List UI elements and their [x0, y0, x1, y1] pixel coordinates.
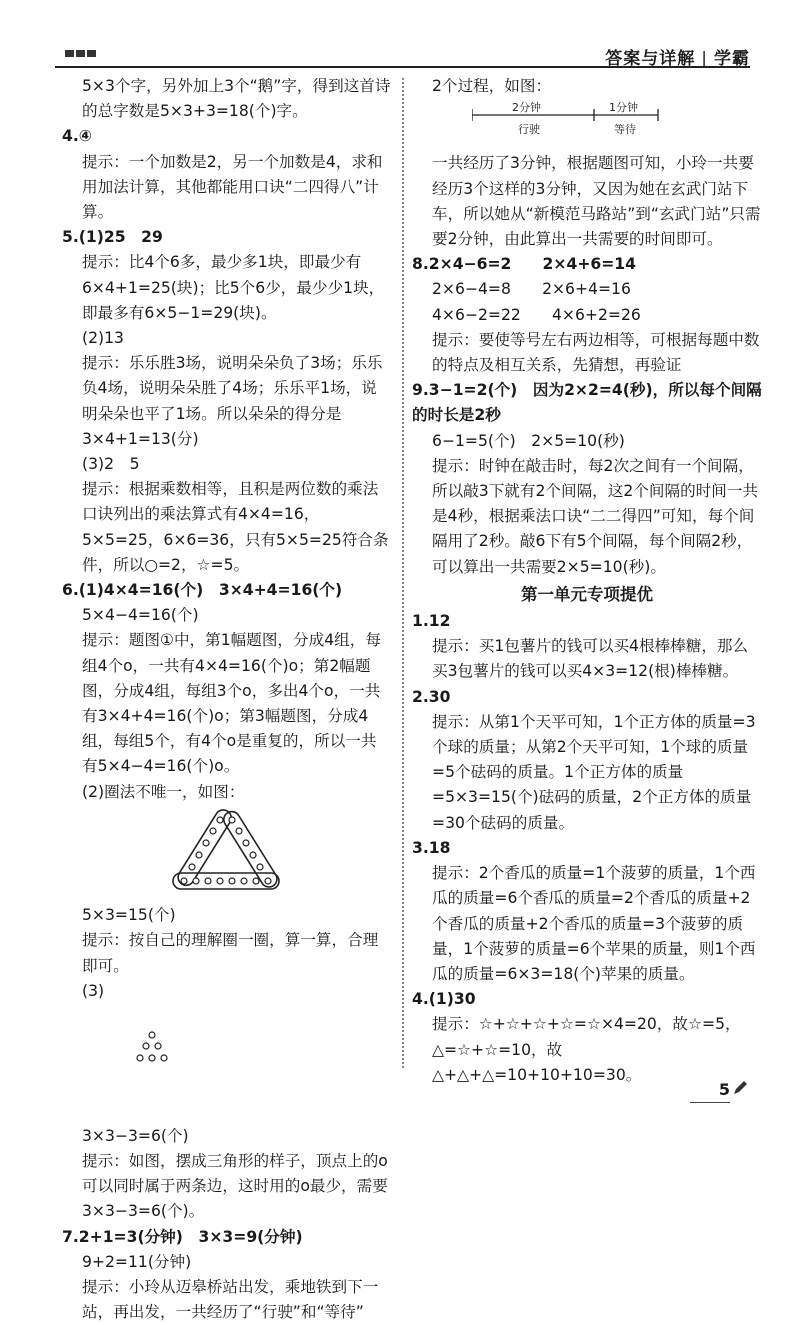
answer-text: 5×4−4=16(个) [82, 606, 199, 625]
page-number: 5 [718, 1080, 730, 1099]
hint-text: 提示：乐乐胜3场，说明朵朵负了3场；乐乐负4场，说明朵朵胜了4场；乐乐平1场，说明朵朵也平了1场。所以朵朵的得分是3×4+1=13(分) [82, 354, 383, 448]
timeline-label-travel: 行驶 [518, 123, 540, 137]
answer-text: 9+2=11(分钟) [82, 1252, 192, 1271]
answer-text: 5×3=15(个) [82, 906, 176, 925]
hint-text: 提示：买1包薯片的钱可以买4根棒棒糖，那么买3包薯片的钱可以买4×3=12(根)棒棒糖。 [432, 637, 749, 681]
page-header [55, 34, 750, 74]
answer-heading: 4.④ [62, 127, 92, 146]
hint-text: 提示：2个香瓜的质量=1个菠萝的质量，1个西瓜的质量=6个香瓜的质量=2个香瓜的质量+2个香瓜的质量+2个香瓜的质量=3个菠萝的质量，1个菠萝的质量=6个苹果的质量，则1个西瓜的质量=6×3=18(个)苹果的质量。 [432, 864, 756, 983]
hint-text: 提示：比4个6多，最少多1块，即最少有6×4+1=25(块)；比5个6少，最少少1块，即最多有6×5−1=29(块)。 [82, 253, 385, 322]
timeline-label-2min: 2分钟 [512, 101, 541, 115]
brand-separator: | [701, 49, 708, 69]
column-divider [402, 78, 404, 1068]
hint-text: 提示：如图，摆成三角形的样子，顶点上的o可以同时属于两条边，这时用的o最少，需要3×3−3=6(个)。 [82, 1151, 388, 1221]
section-title: 第一单元专项提优 [521, 584, 653, 604]
pencil-icon [732, 1080, 748, 1100]
answer-text: 3×3−3=6(个) [82, 1126, 189, 1145]
small-triangle-dots [102, 1004, 172, 1099]
answer-text: 2×6−4=8 2×6+4=16 [432, 280, 631, 299]
brand-left: 答案与详解 [605, 49, 696, 69]
hint-text: 提示：题图①中，第1幅题图，分成4组，每组4个o，一共有4×4=16(个)o；第2幅题图，分成4组，每组3个o，多出4个o，一共有3×4+4=16(个)o；第3幅题图，分成4组，每组5个，有4个o是重复的，所以一共有5×4−4=16(个)o。 [82, 631, 381, 776]
brand-right: 学霸 [714, 49, 750, 69]
left-column [62, 74, 392, 1325]
hint-text: 提示：☆+☆+☆+☆=☆×4=20，故☆=5，△=☆+☆=10，故△+△+△=10+10+10=30。 [432, 1015, 741, 1084]
hint-text: 提示：从第1个天平可知，1个正方体的质量=3个球的质量；从第2个天平可知，1个球的质量=5个砝码的质量。1个正方体的质量=5×3=15(个)砝码的质量，2个正方体的质量=30个砝码的质量。 [432, 712, 756, 832]
answer-label-text: (3) [82, 981, 105, 1000]
answer-text: (2)圈法不唯一，如图： [82, 782, 245, 801]
answer-text: 4×6−2=22 4×6+2=26 [432, 305, 641, 324]
answer-heading: 9.3−1=2(个) 因为2×2=4(秒)，所以每个间隔的时长是2秒 [412, 381, 762, 425]
answer-heading: 4.(1)30 [412, 990, 476, 1009]
answer-heading: 5.(1)25 29 [62, 228, 163, 247]
timeline-label-wait: 等待 [614, 123, 636, 137]
footer-rule [690, 1102, 730, 1103]
timeline-label-1min: 1分钟 [609, 101, 638, 115]
answer-text: 2个过程，如图： [432, 77, 552, 95]
answer-text: 5×3个字，另外加上3个“鹅”字，得到这首诗的总字数是5×3+3=18(个)字。 [82, 77, 391, 121]
answer-heading: 2.30 [412, 687, 451, 706]
header-rule [55, 66, 750, 68]
answer-text: (2)13 [82, 329, 124, 348]
answer-label [62, 979, 392, 1124]
hint-text: 提示：时钟在敲击时，每2次之间有一个间隔，所以敲3下就有2个间隔，这2个间隔的时间一共是4秒，根据乘法口诀“二二得四”可知，每个间隔用了2秒。敲6下有5个间隔，每个间隔2秒，可以算出一共需要2×5=10(秒)。 [432, 456, 759, 576]
hint-text: 提示：小玲从迈皋桥站出发，乘地铁到下一站，再出发，一共经历了“行驶”和“等待” [82, 1277, 379, 1322]
triangle-circle-figure [172, 809, 392, 899]
answer-text: 6−1=5(个) 2×5=10(秒) [432, 431, 625, 450]
hint-text: 一共经历了3分钟，根据题图可知，小玲一共要经历3个这样的3分钟，又因为她在玄武门站下车，所以她从“新模范马路站”到“玄武门站”只需要2分钟，由此算出一共需要的时间即可。 [432, 154, 761, 249]
answer-heading: 7.2+1=3(分钟) 3×3=9(分钟) [62, 1227, 303, 1246]
answer-heading: 3.18 [412, 838, 451, 857]
hint-text: 提示：按自己的理解圈一圈，算一算，合理即可。 [82, 931, 379, 975]
hint-text: 提示：要使等号左右两边相等，可根据每题中数的特点及相互关系，先猜想，再验证 [432, 330, 760, 375]
hint-text: 提示：一个加数是2，另一个加数是4，求和用加法计算，其他都能用口诀“二四得八”计算。 [82, 152, 383, 222]
answer-heading: 6.(1)4×4=16(个) 3×4+4=16(个) [62, 581, 343, 600]
timeline-figure [472, 101, 762, 147]
answer-heading: 8.2×4−6=2 2×4+6=14 [412, 255, 637, 274]
answer-text: (3)2 5 [82, 455, 140, 474]
answer-heading: 1.12 [412, 612, 451, 631]
hint-text: 提示：根据乘数相等，且积是两位数的乘法口诀列出的乘法算式有4×4=16，5×5=25，6×6=36，只有5×5=25符合条件，所以○=2，☆=5。 [82, 480, 389, 574]
right-column [412, 74, 762, 1088]
header-marks [65, 50, 96, 57]
